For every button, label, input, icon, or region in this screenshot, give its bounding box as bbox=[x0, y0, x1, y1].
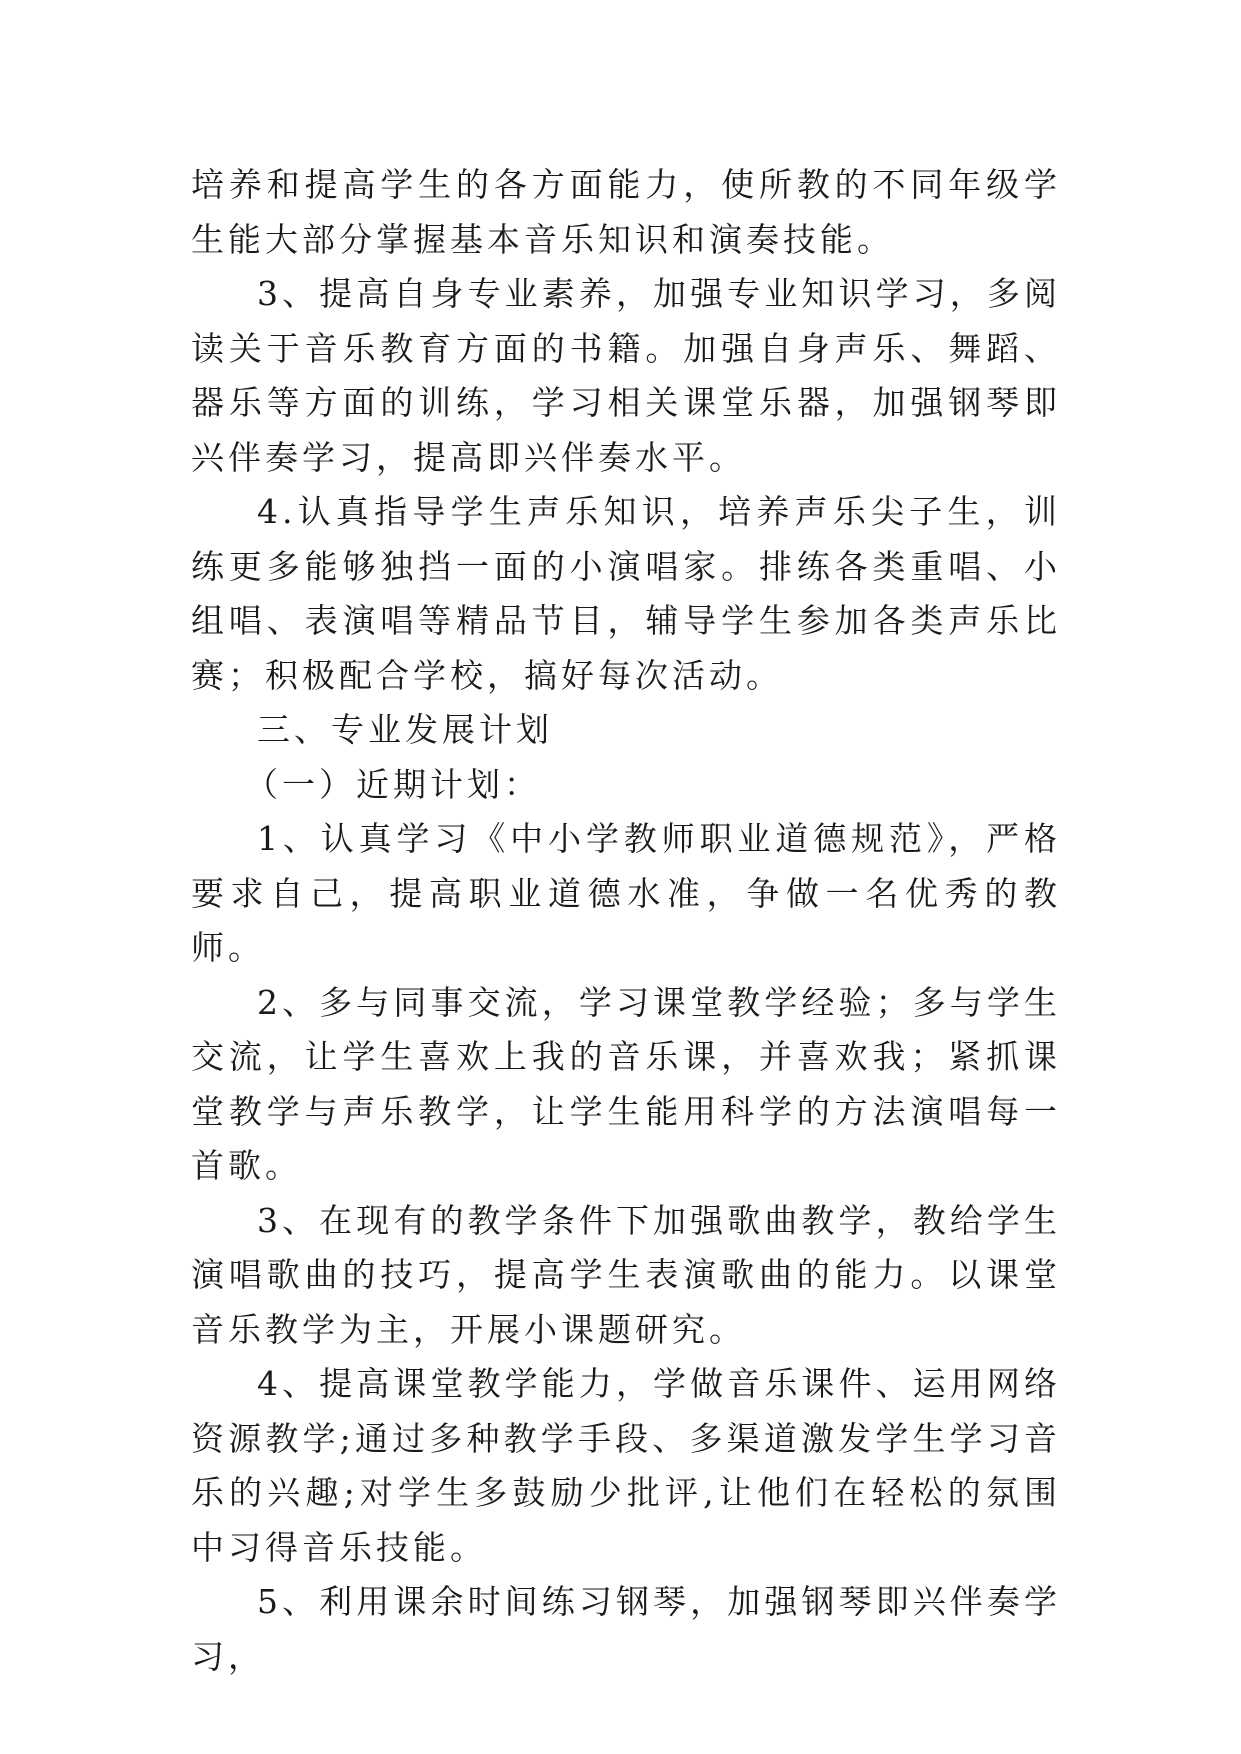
subsection-heading-near-term-plan: （一）近期计划： bbox=[245, 764, 541, 804]
paragraph-item-3-professional-quality: 3、提高自身专业素养，加强专业知识学习，多阅读关于音乐教育方面的书籍。加强自身声乐、舞蹈、器乐等方面的训练，学习相关课堂乐器，加强钢琴即兴伴奏学习，提高即兴伴奏水平。 bbox=[191, 274, 1061, 477]
plan-item-1: 1、认真学习《中小学教师职业道德规范》，严格要求自己，提高职业道德水准，争做一名优秀的教师。 bbox=[191, 819, 1061, 967]
plan-item-3: 3、在现有的教学条件下加强歌曲教学，教给学生演唱歌曲的技巧，提高学生表演歌曲的能力。以课堂音乐教学为主，开展小课题研究。 bbox=[191, 1200, 1061, 1349]
paragraph-item-4-vocal-guidance: 4.认真指导学生声乐知识，培养声乐尖子生，训练更多能够独挡一面的小演唱家。排练各类重唱、小组唱、表演唱等精品节目，辅导学生参加各类声乐比赛；积极配合学校，搞好每次活动。 bbox=[191, 492, 1061, 695]
paragraph-continuation: 培养和提高学生的各方面能力，使所教的不同年级学生能大部分掌握基本音乐知识和演奏技能。 bbox=[191, 165, 1061, 259]
plan-item-2: 2、多与同事交流，学习课堂教学经验；多与学生交流，让学生喜欢上我的音乐课，并喜欢我；紧抓课堂教学与声乐教学，让学生能用科学的方法演唱每一首歌。 bbox=[191, 982, 1061, 1185]
document-body bbox=[191, 158, 1061, 1684]
plan-item-4: 4、提高课堂教学能力，学做音乐课件、运用网络资源教学;通过多种教学手段、多渠道激发学生学习音乐的兴趣;对学生多鼓励少批评,让他们在轻松的氛围中习得音乐技能。 bbox=[191, 1364, 1061, 1567]
plan-item-5: 5、利用课余时间练习钢琴，加强钢琴即兴伴奏学习， bbox=[191, 1582, 1061, 1676]
section-heading-development-plan: 三、专业发展计划 bbox=[257, 710, 553, 749]
